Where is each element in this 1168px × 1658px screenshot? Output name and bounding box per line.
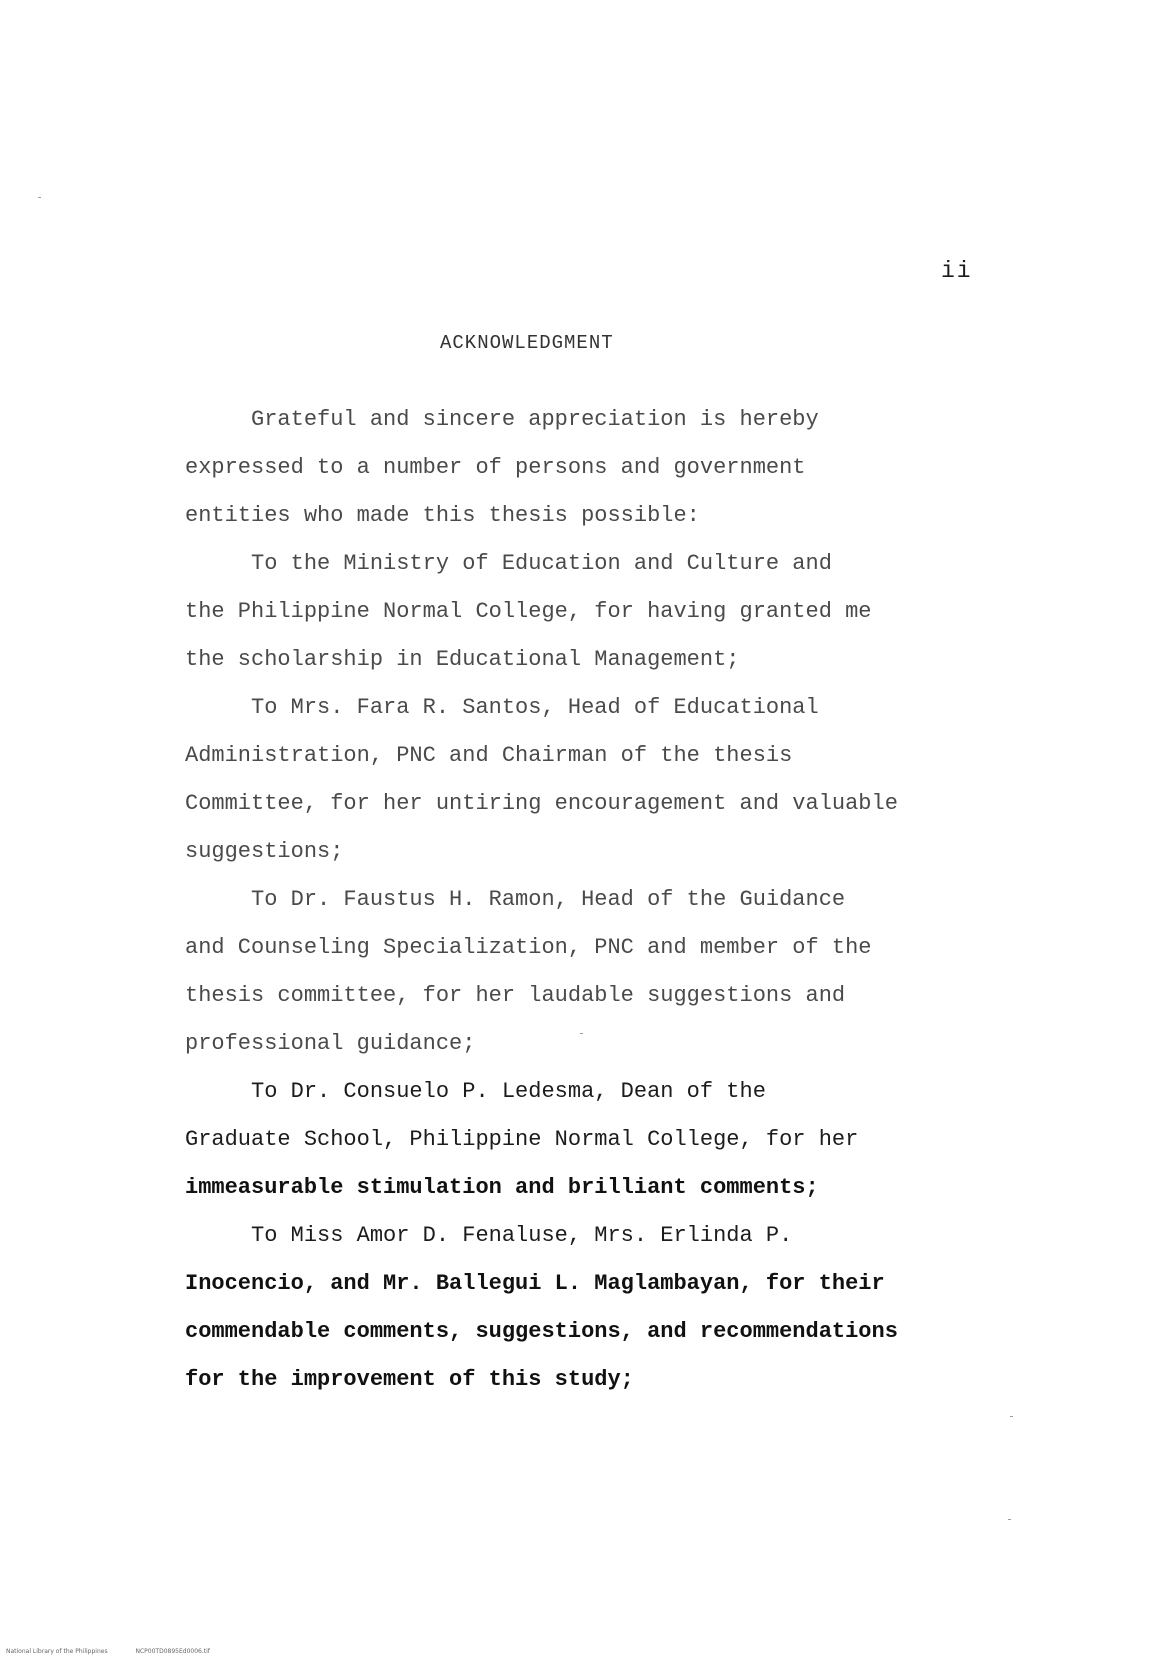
- paragraph: [185, 1212, 965, 1404]
- page-title: ACKNOWLEDGMENT: [440, 332, 614, 354]
- paragraph: [185, 876, 965, 1068]
- text-line: suggestions;: [185, 839, 344, 864]
- text-line: the Philippine Normal College, for having granted me: [185, 599, 872, 624]
- footer-library: National Library of the Philippines: [6, 1648, 108, 1655]
- text-line: for the improvement of this study;: [185, 1367, 634, 1392]
- scan-speck: [38, 197, 41, 198]
- paragraph: [185, 540, 965, 684]
- text-line: thesis committee, for her laudable suggestions and: [185, 983, 846, 1008]
- acknowledgment-body: [185, 396, 965, 1404]
- text-line: To Dr. Faustus H. Ramon, Head of the Guidance: [185, 887, 846, 912]
- paragraph: [185, 1068, 965, 1212]
- text-line: expressed to a number of persons and government: [185, 455, 806, 480]
- text-line: Administration, PNC and Chairman of the thesis: [185, 743, 793, 768]
- paragraph: [185, 396, 965, 540]
- text-line: To Dr. Consuelo P. Ledesma, Dean of the: [185, 1079, 766, 1104]
- text-line: To the Ministry of Education and Culture and: [185, 551, 832, 576]
- paragraph: [185, 684, 965, 876]
- text-line: and Counseling Specialization, PNC and member of the: [185, 935, 872, 960]
- scan-footer: [6, 1648, 236, 1655]
- text-line: entities who made this thesis possible:: [185, 503, 700, 528]
- scan-speck: [580, 1033, 583, 1034]
- text-line: commendable comments, suggestions, and recommendations: [185, 1319, 898, 1344]
- text-line: Graduate School, Philippine Normal College, for her: [185, 1127, 859, 1152]
- text-line: professional guidance;: [185, 1031, 476, 1056]
- text-line: the scholarship in Educational Management;: [185, 647, 740, 672]
- text-line: Grateful and sincere appreciation is hereby: [185, 407, 819, 432]
- text-line: immeasurable stimulation and brilliant comments;: [185, 1175, 819, 1200]
- text-line: To Miss Amor D. Fenaluse, Mrs. Erlinda P.: [185, 1223, 793, 1248]
- scan-speck: [1008, 1519, 1011, 1520]
- text-line: To Mrs. Fara R. Santos, Head of Educational: [185, 695, 819, 720]
- text-line: Inocencio, and Mr. Ballegui L. Maglambayan, for their: [185, 1271, 885, 1296]
- text-line: Committee, for her untiring encouragement and valuable: [185, 791, 898, 816]
- scan-speck: [1010, 1416, 1013, 1417]
- footer-file: NCP00TD0895Ed0006.tif: [135, 1648, 210, 1655]
- page-number: ii: [941, 258, 973, 284]
